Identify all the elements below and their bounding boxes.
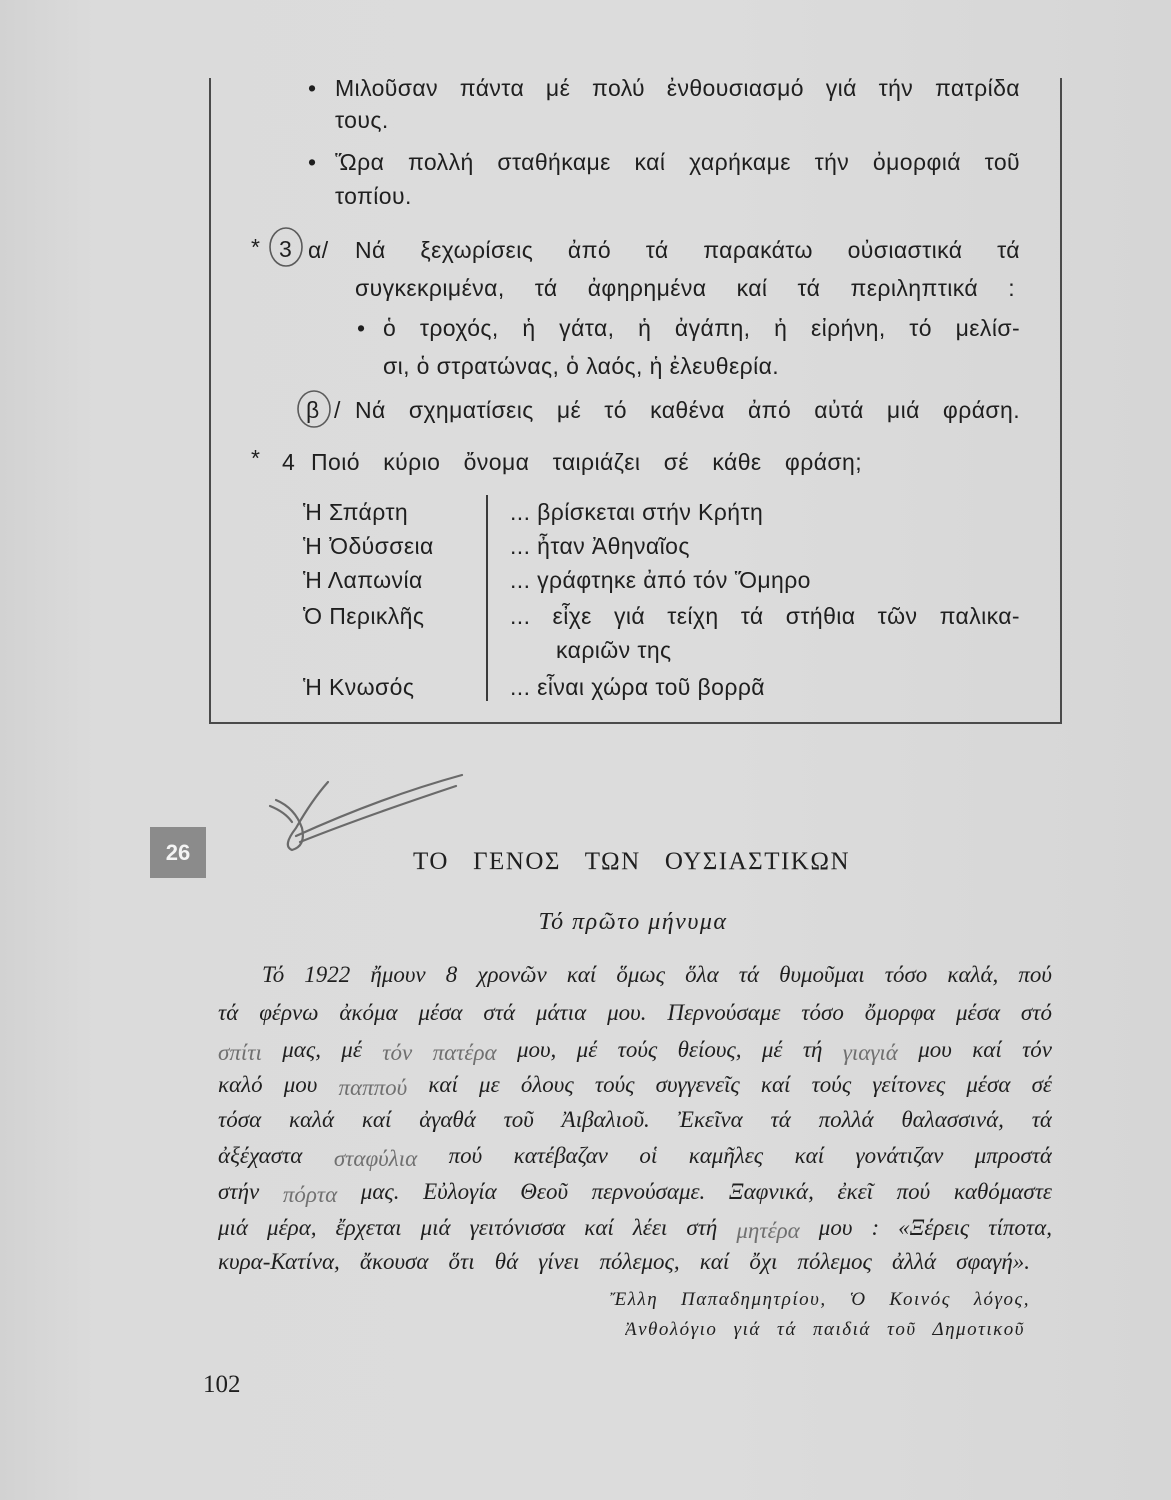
passage-text: μας. Εὐλογία Θεοῦ περνούσαμε. Ξαφνικά, ἐκεῖ πού καθόμαστε (337, 1179, 1052, 1204)
pencil-stroke (296, 775, 462, 836)
passage-line (218, 1245, 1030, 1279)
exercise-line: Ὥρα πολλή σταθήκαμε καί χαρήκαμε τήν ὀμορφιά τοῦ (335, 149, 1020, 175)
highlighted-noun: τόν πατέρα (382, 1040, 497, 1065)
matching-phrase: ... εἶναι χώρα τοῦ βορρᾶ (510, 674, 766, 700)
passage-text: μου : «Ξέρεις τίποτα, (799, 1215, 1052, 1240)
pencil-stroke (270, 806, 292, 822)
highlighted-noun: σταφύλια (333, 1146, 418, 1171)
attribution-source: Ἀνθολόγιο γιά τά παιδιά τοῦ Δημοτικοῦ (625, 1319, 1025, 1340)
passage-text: τόσα καλά καί ἀγαθά τοῦ Ἀιβαλιοῦ. Ἐκεῖνα τά πολλά θαλασσινά, τά (218, 1107, 1052, 1132)
noun-list: ὁ τροχός, ἡ γάτα, ἡ ἀγάπη, ἡ εἰρήνη, τό μελίσ- (383, 315, 1020, 341)
column-divider (486, 495, 488, 701)
exercise-line: τους. (335, 107, 389, 133)
passage-text: καί με όλους τούς συγγενεῖς καί τούς γείτονες μέσα σέ (407, 1072, 1052, 1097)
highlighted-noun: μητέρα (736, 1218, 800, 1243)
question-number: 4 (282, 449, 296, 475)
highlighted-noun: πόρτα (282, 1182, 338, 1207)
page-number: 102 (203, 1371, 241, 1398)
pencil-stroke (276, 782, 328, 850)
proper-name: Ἡ Σπάρτη (303, 499, 409, 525)
part-b-label: β (306, 397, 320, 423)
bullet: • (357, 315, 366, 341)
bullet: • (308, 149, 317, 175)
question-text: συγκεκριμένα, τά ἀφηρημένα καί τά περιληπτικά : (355, 275, 1015, 301)
proper-name: Ὁ Περικλῆς (303, 603, 425, 629)
passage-line (218, 1068, 1052, 1102)
passage-text: μου, μέ τούς θείους, μέ τή (496, 1037, 843, 1062)
attribution-author: Ἔλλη Παπαδημητρίου, Ὁ Κοινός λόγος, (610, 1289, 1030, 1310)
proper-name: Ἡ Κνωσός (303, 674, 415, 700)
passage-line (218, 1033, 1052, 1067)
passage-text: στήν (218, 1179, 283, 1204)
part-b-slash: / (334, 397, 341, 423)
passage-text: πού κατέβαζαν οἱ καμῆλες καί γονάτιζαν μπροστά (417, 1143, 1052, 1168)
highlighted-noun: γιαγιά (842, 1040, 898, 1065)
section-number-badge: 26 (150, 827, 206, 878)
proper-name: Ἡ Λαπωνία (303, 567, 423, 593)
matching-phrase: ... εἶχε γιά τείχη τά στήθια τῶν παλικα- (510, 603, 1020, 629)
passage-text: κυρα-Κατίνα, ἄκουσα ὅτι θά γίνει πόλεμος, καί ὄχι πόλεμος ἀλλά σφαγή». (218, 1249, 1030, 1274)
passage-text: ἀξέχαστα (218, 1143, 334, 1168)
highlighted-noun: παππού (338, 1075, 408, 1100)
passage-text: καλό μου (218, 1072, 339, 1097)
passage-line (218, 1211, 1052, 1245)
passage-text: μιά μέρα, ἔρχεται μιά γειτόνισσα καί λέει στή (218, 1215, 737, 1240)
passage-text: μου καί τόν (897, 1037, 1052, 1062)
exercise-line: Μιλοῦσαν πάντα μέ πολύ ἐνθουσιασμό γιά τήν πατρίδα (335, 75, 1020, 101)
question-text: Ποιό κύριο ὄνομα ταιριάζει σέ κάθε φράση; (311, 449, 862, 475)
passage-line (218, 996, 1052, 1030)
question-star: * (251, 234, 261, 260)
passage-line (218, 1139, 1052, 1173)
noun-list: σι, ὁ στρατώνας, ὁ λαός, ἡ ἐλευθερία. (383, 353, 780, 379)
highlighted-noun: σπίτι (218, 1040, 262, 1065)
passage-text: τά φέρνω ἀκόμα μέσα στά μάτια μου. Περνούσαμε τόσο ὄμορφα μέσα στό (218, 1000, 1052, 1025)
part-a-label: α/ (308, 237, 329, 263)
matching-phrase: ... βρίσκεται στήν Κρήτη (510, 499, 764, 525)
passage-line (262, 958, 1052, 992)
passage-line (218, 1175, 1052, 1209)
matching-phrase-continuation: καριῶν της (556, 637, 672, 663)
exercise-line: τοπίου. (335, 183, 412, 209)
reading-title: Τό πρῶτο μήνυμα (538, 909, 728, 935)
passage-text: Τό 1922 ἤμουν 8 χρονῶν καί ὅμως ὅλα τά θυμοῦμαι τόσο καλά, πού (262, 962, 1052, 987)
question-text: Νά σχηματίσεις μέ τό καθένα ἀπό αὐτά μιά φράση. (355, 397, 1020, 423)
pencil-checkmark (270, 775, 462, 850)
section-title: ΤΟ ΓΕΝΟΣ ΤΩΝ ΟΥΣΙΑΣΤΙΚΩΝ (413, 848, 850, 875)
matching-phrase: ... ἦταν Ἀθηναῖος (510, 533, 690, 559)
proper-name: Ἡ Ὀδύσσεια (303, 533, 434, 559)
bullet: • (308, 75, 317, 101)
matching-phrase: ... γράφτηκε ἀπό τόν Ὅμηρο (510, 567, 811, 593)
passage-text: μας, μέ (261, 1037, 383, 1062)
question-star: * (251, 445, 261, 471)
question-number: 3 (279, 236, 293, 262)
passage-line (218, 1103, 1052, 1137)
pencil-stroke (300, 786, 456, 842)
question-text: Νά ξεχωρίσεις ἀπό τά παρακάτω οὐσιαστικά τά (355, 237, 1020, 263)
